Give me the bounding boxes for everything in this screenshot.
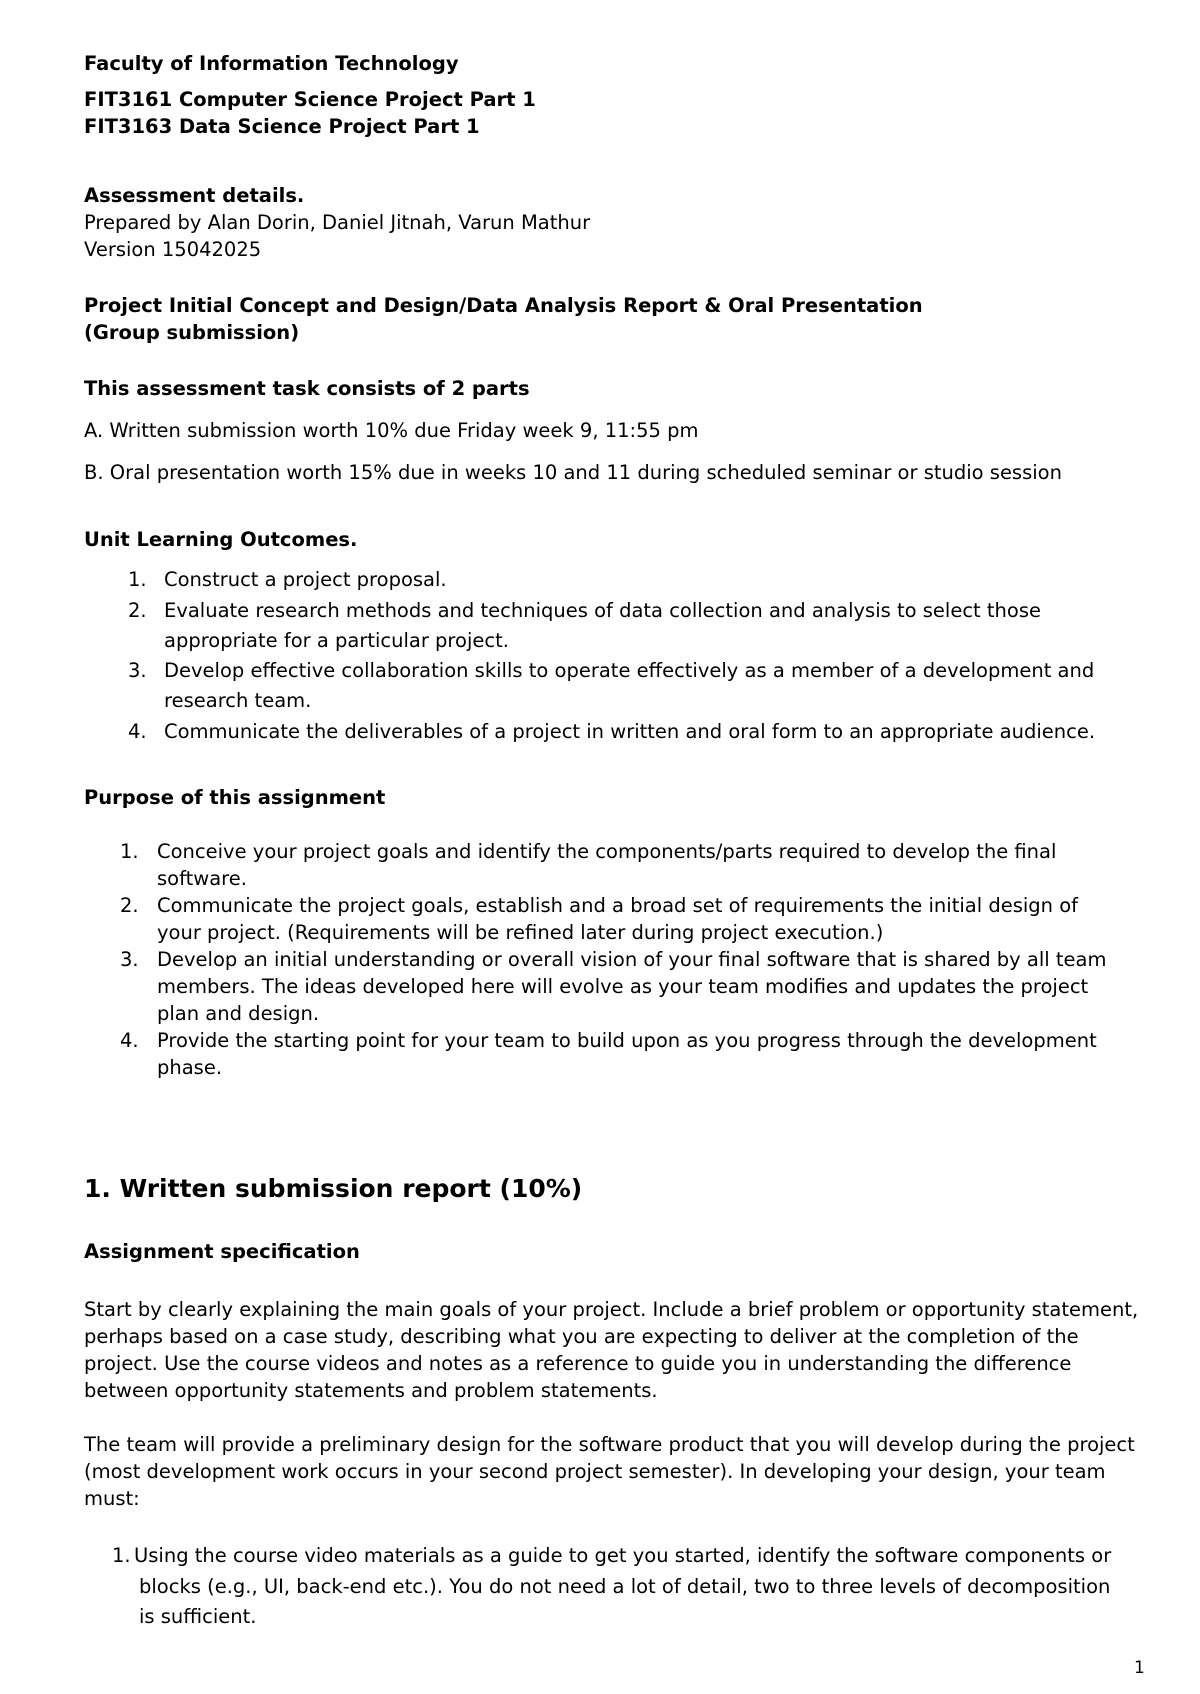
project-title-line2: (Group submission) (84, 321, 300, 344)
spec-heading: Assignment specification (84, 1240, 360, 1263)
unit-title-fit3161: FIT3161 Computer Science Project Part 1 (84, 88, 536, 111)
page-number: 1 (1134, 1658, 1145, 1678)
list-item-continuation: appropriate for a particular project. (164, 629, 509, 652)
purpose-heading: Purpose of this assignment (84, 786, 386, 809)
prepared-by: Prepared by Alan Dorin, Daniel Jitnah, Varun Mathur (84, 211, 591, 234)
list-item-continuation: phase. (157, 1056, 223, 1079)
outcomes-heading: Unit Learning Outcomes. (84, 528, 358, 551)
list-item-continuation: plan and design. (157, 1002, 320, 1025)
unit-title-fit3163: FIT3163 Data Science Project Part 1 (84, 115, 480, 138)
task-part-b: B. Oral presentation worth 15% due in weeks 10 and 11 during scheduled seminar or studio session (84, 461, 1062, 484)
section-title: 1. Written submission report (10%) (84, 1174, 583, 1203)
list-item-continuation: research team. (164, 689, 312, 712)
list-item-continuation: is sufficient. (139, 1605, 257, 1628)
assessment-heading: Assessment details. (84, 184, 305, 207)
project-title-line1: Project Initial Concept and Design/Data Analysis Report & Oral Presentation (84, 294, 923, 317)
list-item-continuation: members. The ideas developed here will evolve as your team modifies and updates the project (157, 975, 1089, 998)
list-item-continuation: your project. (Requirements will be refined later during project execution.) (157, 921, 884, 944)
list-item-continuation: software. (157, 867, 247, 890)
list-item-continuation: blocks (e.g., UI, back-end etc.). You do not need a lot of detail, two to three levels of decomposition (139, 1575, 1111, 1598)
task-heading: This assessment task consists of 2 parts (84, 377, 530, 400)
version: Version 15042025 (84, 238, 262, 261)
task-part-a: A. Written submission worth 10% due Friday week 9, 11:55 pm (84, 419, 699, 442)
faculty-name: Faculty of Information Technology (84, 52, 459, 75)
